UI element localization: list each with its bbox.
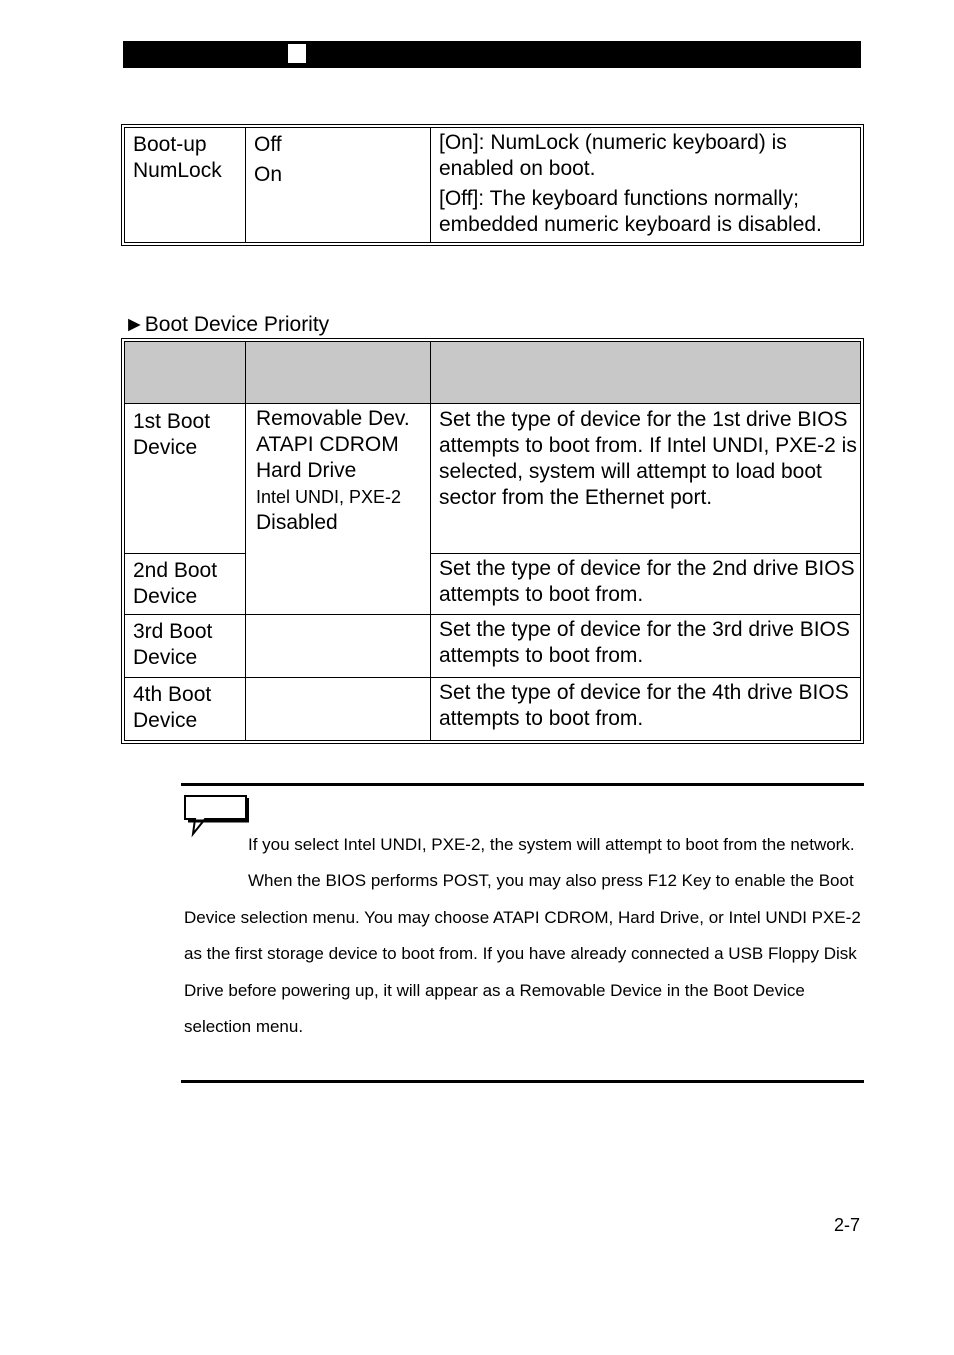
boot-options-cell (246, 404, 431, 615)
note-paragraph (184, 827, 864, 863)
numlock-description-cell (431, 128, 861, 243)
option-intel-undi: Intel UNDI, PXE-2 (256, 487, 402, 508)
header-square-marker (288, 44, 306, 63)
section-title: ►Boot Device Priority (124, 313, 330, 336)
option-off: Off (254, 133, 282, 156)
numlock-off-description: [Off]: The keyboard functions normally; embedded numeric keyboard is disabled. (439, 187, 822, 236)
numlock-item-cell: Boot-up NumLock (125, 128, 246, 243)
boot-description-cell: Set the type of device for the 3rd drive BIOS attempts to boot from. (431, 615, 861, 677)
boot-options-empty-cell (246, 615, 431, 677)
table-row (125, 615, 861, 677)
option-removable: Removable Dev. (256, 407, 410, 431)
numlock-table (121, 124, 864, 246)
table-row (125, 677, 861, 741)
numlock-on-description: [On]: NumLock (numeric keyboard) is enabled on boot. (439, 131, 787, 180)
note-paragraph (184, 863, 864, 1045)
option-on: On (254, 163, 283, 186)
note-body (184, 827, 864, 1045)
boot-item-cell: 1st Boot Device (125, 404, 246, 553)
note-bottom-rule (181, 1080, 864, 1083)
option-hard-drive: Hard Drive (256, 459, 357, 483)
header-cell (246, 342, 431, 404)
table-row (125, 553, 861, 614)
option-cdrom: ATAPI CDROM (256, 433, 399, 457)
boot-item-cell: 4th Boot Device (125, 677, 246, 741)
note-text: When the BIOS performs POST, you may also press F12 Key to enable the Boot Device selection menu. You may choose ATAPI CDROM, Hard Drive, or Intel UNDI PXE-2 as the first storage device to boot from. If you have already connected a USB Floppy Disk Drive before powering up, it will appear as a Removable Device in the Boot Device selection menu. (184, 871, 861, 1037)
boot-options-empty-cell (246, 677, 431, 741)
boot-description-cell: Set the type of device for the 1st drive BIOS attempts to boot from. If Intel UNDI, PXE-2 is selected, system will attempt to load boot sector from the Ethernet port. (431, 404, 861, 553)
page-number: 2-7 (834, 1215, 861, 1235)
table-row (125, 404, 861, 553)
numlock-options-cell (246, 128, 431, 243)
table-header-row (125, 342, 861, 404)
boot-description-cell: Set the type of device for the 4th drive BIOS attempts to boot from. (431, 677, 861, 741)
boot-description-cell: Set the type of device for the 2nd drive BIOS attempts to boot from. (431, 553, 861, 614)
chapter-header-bar (123, 41, 861, 68)
option-disabled: Disabled (256, 511, 338, 535)
boot-item-cell: 2nd Boot Device (125, 553, 246, 614)
header-cell (125, 342, 246, 404)
boot-priority-table (121, 338, 864, 744)
note-text: If you select Intel UNDI, PXE-2, the system will attempt to boot from the network. (248, 835, 855, 854)
header-cell (431, 342, 861, 404)
note-top-rule (181, 783, 864, 786)
boot-item-cell: 3rd Boot Device (125, 615, 246, 677)
